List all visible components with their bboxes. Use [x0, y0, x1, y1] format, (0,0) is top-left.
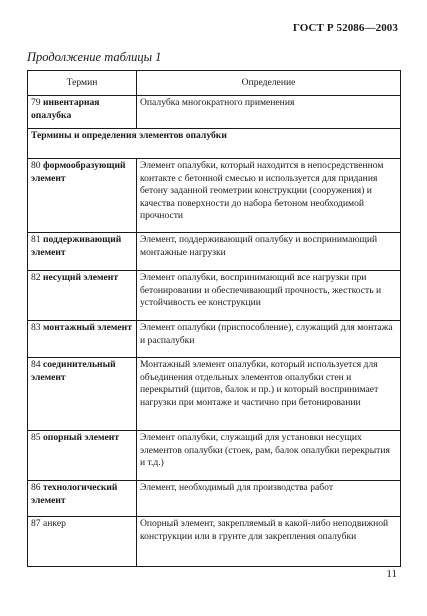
- page-number: 11: [386, 568, 397, 580]
- term-number: 83: [31, 322, 41, 333]
- term-number: 82: [31, 272, 41, 283]
- term-number: 81: [31, 234, 41, 245]
- table-row: [28, 96, 401, 129]
- definition-cell: Элемент опалубки, воспринимающий все нагрузки при бетонировании и обеспечивающий прочность, жесткость и устойчивость ее конструкции: [137, 271, 401, 321]
- term-cell: [28, 159, 137, 233]
- table-header-row: [28, 71, 401, 96]
- table-row: [28, 321, 401, 358]
- table-row: [28, 159, 401, 233]
- table-row: [28, 481, 401, 517]
- term-name: анкер: [43, 518, 66, 529]
- table-row: [28, 358, 401, 431]
- column-header-definition: Определение: [137, 71, 401, 96]
- term-cell: [28, 321, 137, 358]
- definition-cell: Опорный элемент, закрепляемый в какой-либо неподвижной конструкции или в грунте для закрепления опалубки: [137, 517, 401, 567]
- term-name: формообразующий элемент: [31, 160, 126, 184]
- term-number: 80: [31, 160, 41, 171]
- term-cell: [28, 358, 137, 431]
- term-name: соединительный элемент: [31, 359, 116, 383]
- column-header-term: Термин: [28, 71, 137, 96]
- table-row: [28, 517, 401, 567]
- term-cell: [28, 481, 137, 517]
- table-row: [28, 431, 401, 481]
- term-name: технологический элемент: [31, 482, 118, 506]
- definition-cell: Элемент, необходимый для производства работ: [137, 481, 401, 517]
- term-cell: [28, 517, 137, 567]
- term-name: несущий элемент: [43, 272, 119, 283]
- term-cell: [28, 233, 137, 271]
- section-row: [28, 129, 401, 159]
- definition-cell: Опалубка многократного применения: [137, 96, 401, 129]
- term-cell: [28, 271, 137, 321]
- terms-table: [27, 70, 401, 567]
- term-cell: [28, 96, 137, 129]
- table-continuation-caption: Продолжение таблицы 1: [27, 50, 162, 64]
- definition-cell: Монтажный элемент опалубки, который используется для объединения отдельных элементов опалубки стен и перекрытий (щитов, балок и пр.) и который воспринимает нагрузки при монтаже и частично при бетонировании: [137, 358, 401, 431]
- term-number: 84: [31, 359, 41, 370]
- term-name: монтажный элемент: [43, 322, 132, 333]
- term-cell: [28, 431, 137, 481]
- definition-cell: Элемент опалубки, который находится в непосредственном контакте с бетонной смесью и используется для придания бетону заданной геометрии конструкции (сооружения) и качества поверхности до набора бетоном необходимой прочности: [137, 159, 401, 233]
- term-number: 79: [31, 97, 41, 108]
- table-row: [28, 271, 401, 321]
- term-number: 85: [31, 432, 41, 443]
- definition-cell: Элемент опалубки, служащий для установки несущих элементов опалубки (стоек, рам, балок опалубки перекрытия и т.д.): [137, 431, 401, 481]
- term-number: 87: [31, 518, 41, 529]
- definition-cell: Элемент, поддерживающий опалубку и воспринимающий монтажные нагрузки: [137, 233, 401, 271]
- definition-cell: Элемент опалубки (приспособление), служащий для монтажа и распалубки: [137, 321, 401, 358]
- section-title: Термины и определения элементов опалубки: [28, 129, 401, 159]
- term-name: опорный элемент: [43, 432, 120, 443]
- term-name: поддерживающий элемент: [31, 234, 122, 258]
- term-name: инвентарная опалубка: [31, 97, 100, 121]
- term-number: 86: [31, 482, 41, 493]
- standard-number: ГОСТ Р 52086—2003: [292, 22, 398, 34]
- table-row: [28, 233, 401, 271]
